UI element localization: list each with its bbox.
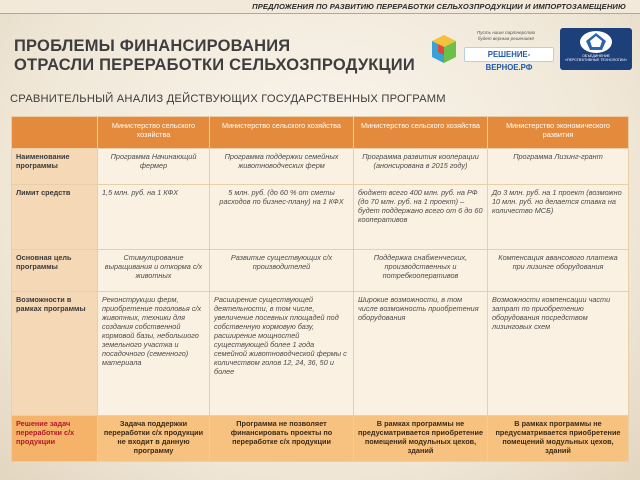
association-emblem <box>560 28 632 70</box>
partner-logo <box>430 30 552 70</box>
table-row <box>12 149 629 185</box>
emblem-caption <box>564 54 628 63</box>
table-row <box>12 185 629 250</box>
table-cell: Поддержка снабженческих, производственных и потребкооперативов <box>354 250 488 292</box>
table-cell: Широкие возможности, в том числе возможность приобретения оборудования <box>354 292 488 416</box>
comparison-table <box>11 116 629 462</box>
table-cell: бюджет всего 400 млн. руб. на РФ (до 70 млн. руб. на 1 проект) – будет поддержано всего от 6 до 60 кооперативов <box>354 185 488 250</box>
section-subtitle: СРАВНИТЕЛЬНЫЙ АНАЛИЗ ДЕЙСТВУЮЩИХ ГОСУДАРСТВЕННЫХ ПРОГРАММ <box>10 93 446 105</box>
table-row <box>12 250 629 292</box>
cube-logo-icon <box>430 33 458 65</box>
column-header: Министерство сельского хозяйства <box>354 117 488 149</box>
table-row <box>12 292 629 416</box>
table-cell: 1,5 млн. руб. на 1 КФХ <box>98 185 210 250</box>
column-header: Министерство сельского хозяйства <box>98 117 210 149</box>
row-label: Наименование программы <box>12 149 98 185</box>
table-row-highlight <box>12 416 629 462</box>
table-cell: Программа развития кооперации (анонсирована в 2015 году) <box>354 149 488 185</box>
table-cell: 5 млн. руб. (до 60 % от сметы расходов по бизнес-плану) на 1 КФХ <box>210 185 354 250</box>
table-cell: Развитие существующих с/х производителей <box>210 250 354 292</box>
page-title <box>14 37 415 75</box>
table-cell: В рамках программы не предусматривается приобретение помещений модульных цехов, зданий <box>488 416 629 462</box>
row-label: Лимит средств <box>12 185 98 250</box>
table-cell: В рамках программы не предусматривается приобретение помещений модульных цехов, зданий <box>354 416 488 462</box>
page-title-line2: ОТРАСЛИ ПЕРЕРАБОТКИ СЕЛЬХОЗПРОДУКЦИИ <box>14 56 415 74</box>
top-banner-text: ПРЕДЛОЖЕНИЯ ПО РАЗВИТИЮ ПЕРЕРАБОТКИ СЕЛЬХОЗПРОДУКЦИИ И ИМПОРТОЗАМЕЩЕНИЮ <box>252 2 626 11</box>
logo-tagline <box>464 30 548 42</box>
table-corner-cell <box>12 117 98 149</box>
table-cell: Программа поддержки семейных животноводческих ферм <box>210 149 354 185</box>
column-header: Министерство сельского хозяйства <box>210 117 354 149</box>
logo-name: РЕШЕНИЕ-ВЕРНОЕ.РФ <box>464 47 554 62</box>
logo-tagline-line1: Пусть наше партнерство <box>476 30 536 35</box>
column-header: Министерство экономического развития <box>488 117 629 149</box>
table-cell: Возможности компенсации части затрат по приобретению оборудования посредством лизинговых схем <box>488 292 629 416</box>
logo-tagline-line2: будет верным решением! <box>477 36 535 41</box>
table-cell: Задача поддержки переработки с/х продукции не входит в данную программу <box>98 416 210 462</box>
table-cell: До 3 млн. руб. на 1 проект (возможно 10 млн. руб. но делается ставка на количество МСБ) <box>488 185 629 250</box>
row-label: Основная цель программы <box>12 250 98 292</box>
emblem-caption-line1: ОБЪЕДИНЕНИЕ <box>582 54 610 58</box>
emblem-icon <box>560 28 632 70</box>
table-cell: Расширение существующей деятельности, в том числе, увеличение посевных площадей под собственную кормовую базу, расширение мощностей существующей более 1 года семейной животноводческой фермы с количеством голов 12, 24, 36, 50 и более <box>210 292 354 416</box>
table-cell: Программа Начинающий фермер <box>98 149 210 185</box>
top-banner <box>0 0 640 14</box>
table-header-row <box>12 117 629 149</box>
table-cell: Стимулирование выращивания и откорма с/х животных <box>98 250 210 292</box>
row-label: Решение задач переработки с/х продукции <box>12 416 98 462</box>
emblem-caption-line2: «ПЕРСПЕКТИВНЫЕ ТЕХНОЛОГИИ» <box>565 58 627 63</box>
table-cell: Компенсация авансового платежа при лизинге оборудования <box>488 250 629 292</box>
row-label: Возможности в рамках программы <box>12 292 98 416</box>
page-title-line1: ПРОБЛЕМЫ ФИНАНСИРОВАНИЯ <box>14 37 291 55</box>
table-cell: Программа не позволяет финансировать проекты по переработке с/х продукции <box>210 416 354 462</box>
table-cell: Реконструкции ферм, приобретение поголовья с/х животных, техники для создания собственной кормовой базы, небольшого земельного участка и посадочного (семенного) материала <box>98 292 210 416</box>
table-cell: Программа Лизинг-грант <box>488 149 629 185</box>
